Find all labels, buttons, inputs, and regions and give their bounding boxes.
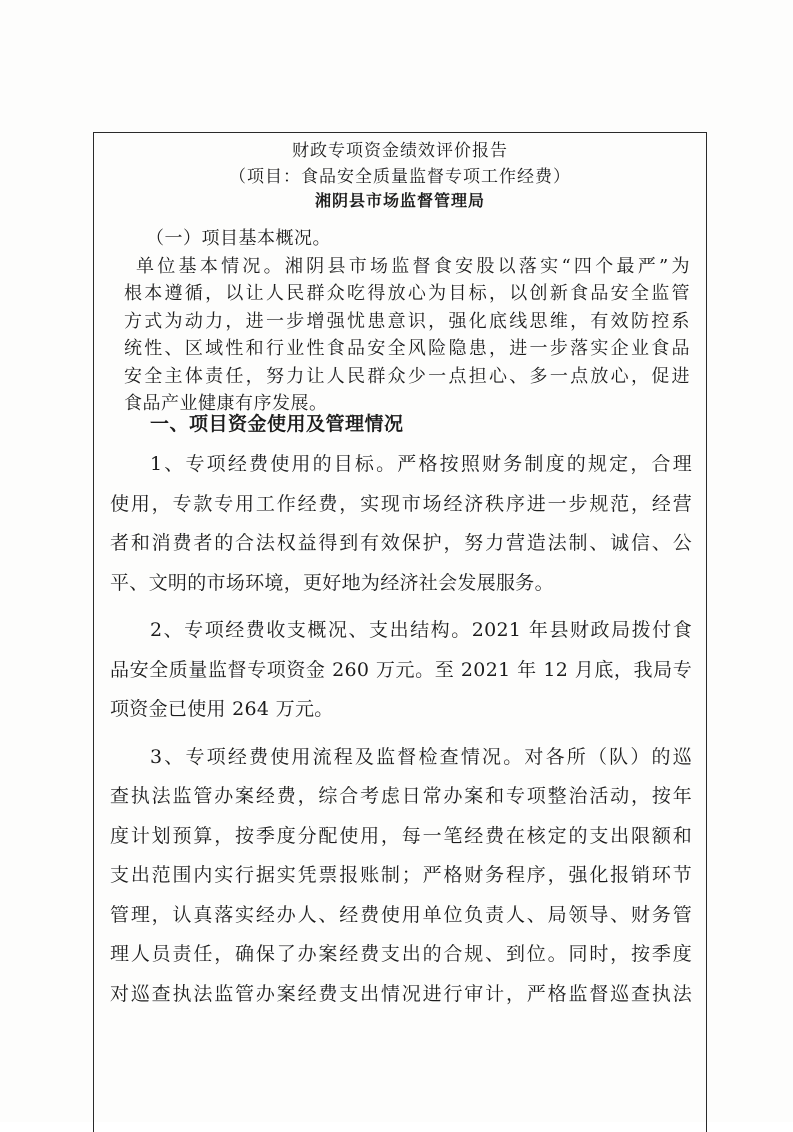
overview-heading: （一）项目基本概况。 <box>146 228 331 249</box>
text-line: 方式为动力，进一步增强忧患意识，强化底线思维，有效防控系 <box>124 310 690 332</box>
project-overview-block <box>124 225 690 418</box>
paragraph-line: 项资金已使用 264 万元。 <box>110 698 334 720</box>
paragraph-line: 支出范围内实行据实凭票报账制；严格财务程序，强化报销环节 <box>110 864 692 886</box>
paragraph-line: 使用，专款专用工作经费，实现市场经济秩序进一步规范，经营 <box>110 492 692 515</box>
paragraph-line: 理人员责任，确保了办案经费支出的合规、到位。同时，按季度 <box>110 943 692 965</box>
paragraph-line: 度计划预算，按季度分配使用，每一笔经费在核定的支出限额和 <box>110 824 692 847</box>
text-line: 统性、区域性和行业性食品安全风险隐患，进一步落实企业食品 <box>124 338 690 359</box>
funds-usage-block <box>110 445 692 1014</box>
paragraph-line: 者和消费者的合法权益得到有效保护，努力营造法制、诚信、公 <box>110 532 692 554</box>
paragraph-line: 品安全质量监督专项资金 260 万元。至 2021 年 12 月底，我局专 <box>110 658 692 681</box>
text-line: 食品产业健康有序发展。 <box>124 393 328 414</box>
text-line: 单位基本情况。湘阴县市场监督食安股以落实“四个最严”为 <box>136 255 690 277</box>
text-line: 根本遵循，以让人民群众吃得放心为目标，以创新食品安全监管 <box>124 283 690 304</box>
text-line: 安全主体责任，努力让人民群众少一点担心、多一点放心，促进 <box>124 365 690 387</box>
paragraph-line: 3、专项经费使用流程及监督检查情况。对各所（队）的巡 <box>150 745 692 768</box>
report-subtitle: （项目：食品安全质量监督专项工作经费） <box>229 167 571 187</box>
paragraph-line: 1、专项经费使用的目标。严格按照财务制度的规定，合理 <box>150 453 692 475</box>
report-title: 财政专项资金绩效评价报告 <box>292 141 508 161</box>
paragraph-line: 查执法监管办案经费，综合考虑日常办案和专项整治活动，按年 <box>110 785 692 807</box>
paragraph-line: 2、专项经费收支概况、支出结构。2021 年县财政局拨付食 <box>150 619 692 641</box>
paragraph-line: 管理，认真落实经办人、经费使用单位负责人、局领导、财务管 <box>110 903 692 926</box>
paragraph-line: 对巡查执法监管办案经费支出情况进行审计，严格监督巡查执法 <box>110 982 692 1005</box>
organization-name: 湘阴县市场监督管理局 <box>314 191 485 210</box>
paragraph-line: 平、文明的市场环境，更好地为经济社会发展服务。 <box>110 571 554 594</box>
section-heading: 一、项目资金使用及管理情况 <box>150 413 404 435</box>
